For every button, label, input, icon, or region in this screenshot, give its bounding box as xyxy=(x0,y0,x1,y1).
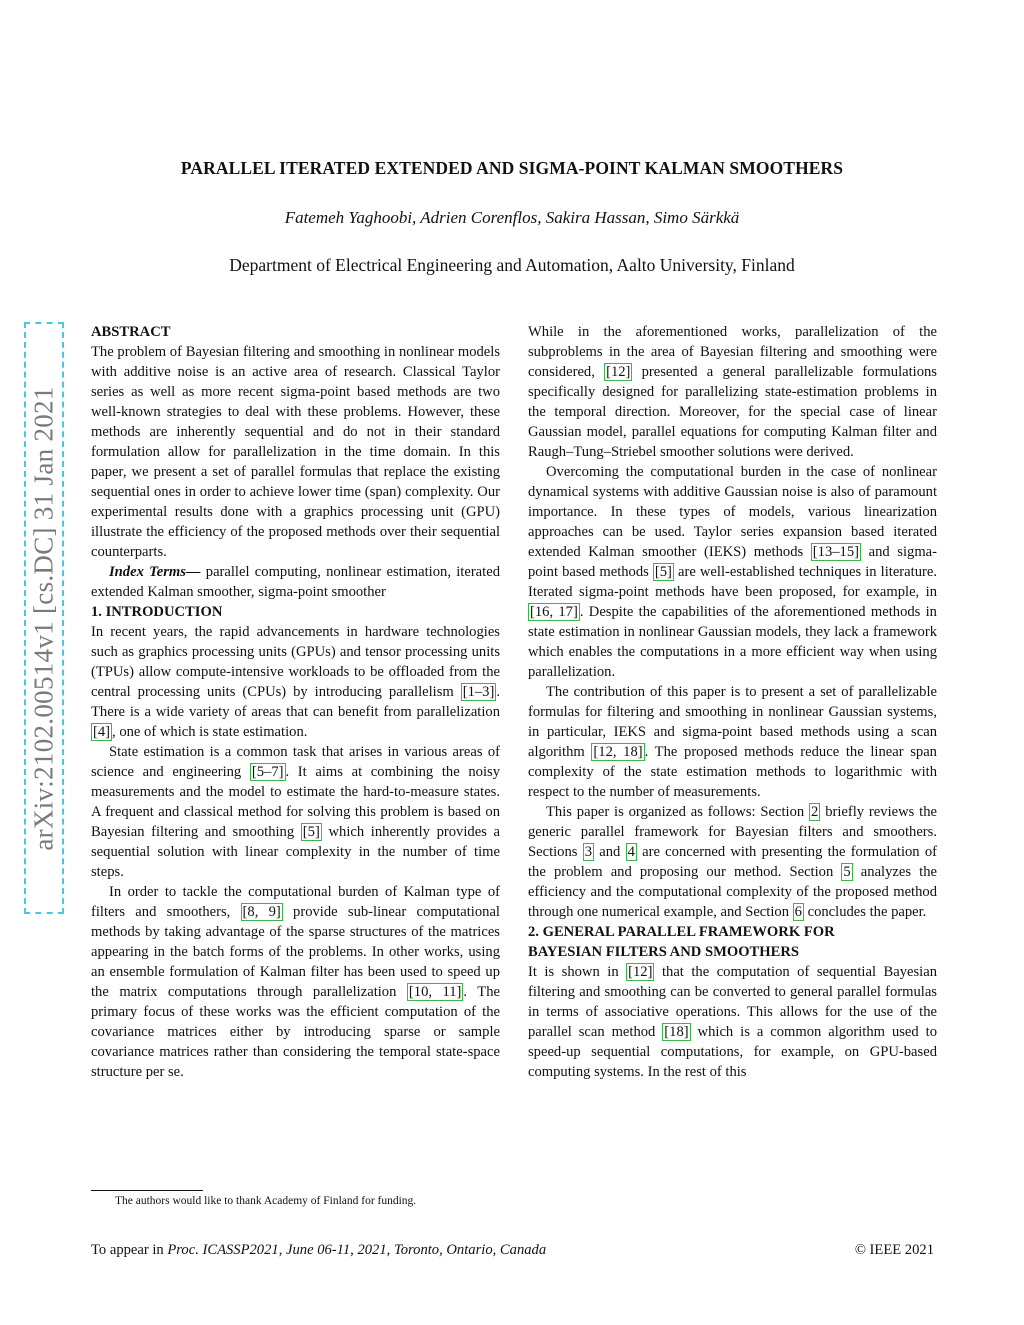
citation-link[interactable]: [1–3] xyxy=(462,684,495,700)
citation-link[interactable]: [5] xyxy=(302,824,320,840)
section-link[interactable]: 3 xyxy=(584,844,592,860)
affiliation: Department of Electrical Engineering and Automation, Aalto University, Finland xyxy=(229,255,795,275)
citation-link[interactable]: [10, 11] xyxy=(408,984,462,1000)
citation-link[interactable]: [5] xyxy=(654,564,672,580)
citation-link[interactable]: [16, 17] xyxy=(530,604,578,620)
section-2-heading: 2. GENERAL PARALLEL FRAMEWORK FOR BAYESIAN FILTERS AND SMOOTHERS xyxy=(528,924,835,960)
venue-line: To appear in Proc. ICASSP2021, June 06-11, 2021, Toronto, Ontario, Canada xyxy=(91,1242,547,1258)
citation-link[interactable]: [5–7] xyxy=(251,764,284,780)
index-terms-text: parallel computing, nonlinear estimation, iterated extended Kalman smoother, sigma-point smoother xyxy=(91,564,500,600)
intro-paragraph-7: This paper is organized as follows: Section 2 briefly reviews the generic parallel framework for Bayesian filters and smoothers. Sections 3 and 4 are concerned with presenting the formulation of the problem and proposing our method. Section 5 analyzes the efficiency and the computational complexity of the proposed method through one numerical example, and Section 6 concludes the paper. xyxy=(528,804,937,920)
citation-link[interactable]: [8, 9] xyxy=(242,904,281,920)
abstract-text: The problem of Bayesian filtering and smoothing in nonlinear models with additive noise is an active area of research. Classical Taylor series as well as more recent sigma-point based methods are two well-known strategies to deal with these problems. However, these methods are inherently sequential and do not in their standard formulation allow for parallelization in the time domain. In this paper, we present a set of parallel formulas that replace the existing sequential ones in order to achieve lower time (span) complexity. Our experimental results done with a graphics processing unit (GPU) illustrate the efficiency of the proposed methods over their sequential counterparts. xyxy=(91,344,500,560)
citation-link[interactable]: [12, 18] xyxy=(593,744,643,760)
section-link[interactable]: 2 xyxy=(811,804,819,820)
intro-paragraph-2: State estimation is a common task that arises in various areas of science and engineering [5–7] . It aims at combining the noisy measurements and the model to estimate the hard-to-measure states. A frequent and classical method for solving this problem is based on Bayesian filtering and smoothing [5] which inherently provides a sequential solution with linear complexity in the number of time steps. xyxy=(91,744,500,880)
citation-link[interactable]: [13–15] xyxy=(812,544,860,560)
arxiv-identifier: arXiv:2102.00514v1 [cs.DC] 31 Jan 2021 xyxy=(28,385,59,851)
citation-link[interactable]: [4] xyxy=(93,724,111,740)
intro-paragraph-5: Overcoming the computational burden in the case of nonlinear dynamical systems with additive Gaussian noise is also of paramount importance. In these types of models, various linearization approaches can be used. Taylor series expansion based iterated extended Kalman smoother (IEKS) methods [13–15] and sigma-point based methods [5] are well-established techniques in literature. Iterated sigma-point methods have been proposed, for example, in [16, 17] . Despite the capabilities of the aforementioned methods in state estimation in nonlinear Gaussian models, they lack a framework which enables the computations in a more efficient way when using parallelization. xyxy=(528,464,938,680)
left-column xyxy=(91,322,500,1082)
intro-paragraph-3: In order to tackle the computational burden of Kalman type of filters and smoothers, [8, 9] provide sub-linear computational methods by taking advantage of the sparse structures of the matrices appearing in the batch forms of the problems. In other works, using an ensemble formulation of Kalman filter has been used to speed up the matrix computations through parallelization [10, 11] . The primary focus of these works was the efficient computation of the covariance matrices either by introducing sparse or sample covariance matrices rather than considering the temporal state-space structure per se. xyxy=(91,884,500,1080)
section-2-paragraph-1: It is shown in [12] that the computation of sequential Bayesian filtering and smoothing can be converted to general parallel formulas in terms of associative operations. This allows for the use of the parallel scan method [18] which is a common algorithm used to speed-up sequential computations, for example, on GPU-based computing systems. In the rest of this xyxy=(528,964,937,1080)
citation-link[interactable]: [18] xyxy=(664,1024,689,1040)
section-1-heading: 1. INTRODUCTION xyxy=(91,604,223,620)
section-link[interactable]: 4 xyxy=(627,844,635,860)
citation-link[interactable]: [12] xyxy=(628,964,653,980)
index-terms xyxy=(91,562,500,602)
right-column xyxy=(528,322,937,1082)
author-list: Fatemeh Yaghoobi, Adrien Corenflos, Sakira Hassan, Simo Särkkä xyxy=(284,208,740,227)
funding-footnote: The authors would like to thank Academy of Finland for funding. xyxy=(115,1195,417,1207)
citation-link[interactable]: [12] xyxy=(606,364,631,380)
abstract-heading: ABSTRACT xyxy=(91,324,171,340)
arxiv-stamp xyxy=(24,322,64,914)
intro-paragraph-4: While in the aforementioned works, parallelization of the subproblems in the area of Bayesian filtering and smoothing were considered, [12] presented a general parallelizable formulations specifically designed for parallelizing state-estimation problems in the temporal direction. Moreover, for the special case of linear Gaussian model, parallel equations for computing Kalman filter and Raugh–Tung–Striebel smoother solutions were derived. xyxy=(528,324,937,460)
intro-paragraph-6: The contribution of this paper is to present a set of parallelizable formulas for filtering and smoothing in nonlinear Gaussian systems, in particular, IEKS and sigma-point based methods using a scan algorithm [12, 18] . The proposed methods reduce the linear span complexity of the state estimation methods to logarithmic with respect to the number of measurements. xyxy=(528,684,937,800)
section-link[interactable]: 5 xyxy=(843,864,851,880)
intro-paragraph-1: In recent years, the rapid advancements in hardware technologies such as graphics processing units (GPUs) and tensor processing units (TPUs) allow compute-intensive workloads to be offloaded from the central processing units (CPUs) by introducing parallelism [1–3] . There is a wide variety of areas that can benefit from parallelization [4] , one of which is state estimation. xyxy=(91,624,500,740)
section-link[interactable]: 6 xyxy=(794,904,802,920)
copyright: © IEEE 2021 xyxy=(854,1242,934,1258)
footnote-rule xyxy=(91,1190,203,1191)
venue-name: Proc. ICASSP2021, June 06-11, 2021, Toronto, Ontario, Canada xyxy=(167,1242,547,1258)
paper-title: PARALLEL ITERATED EXTENDED AND SIGMA-POINT KALMAN SMOOTHERS xyxy=(180,158,844,178)
index-terms-label: Index Terms— xyxy=(109,564,201,580)
